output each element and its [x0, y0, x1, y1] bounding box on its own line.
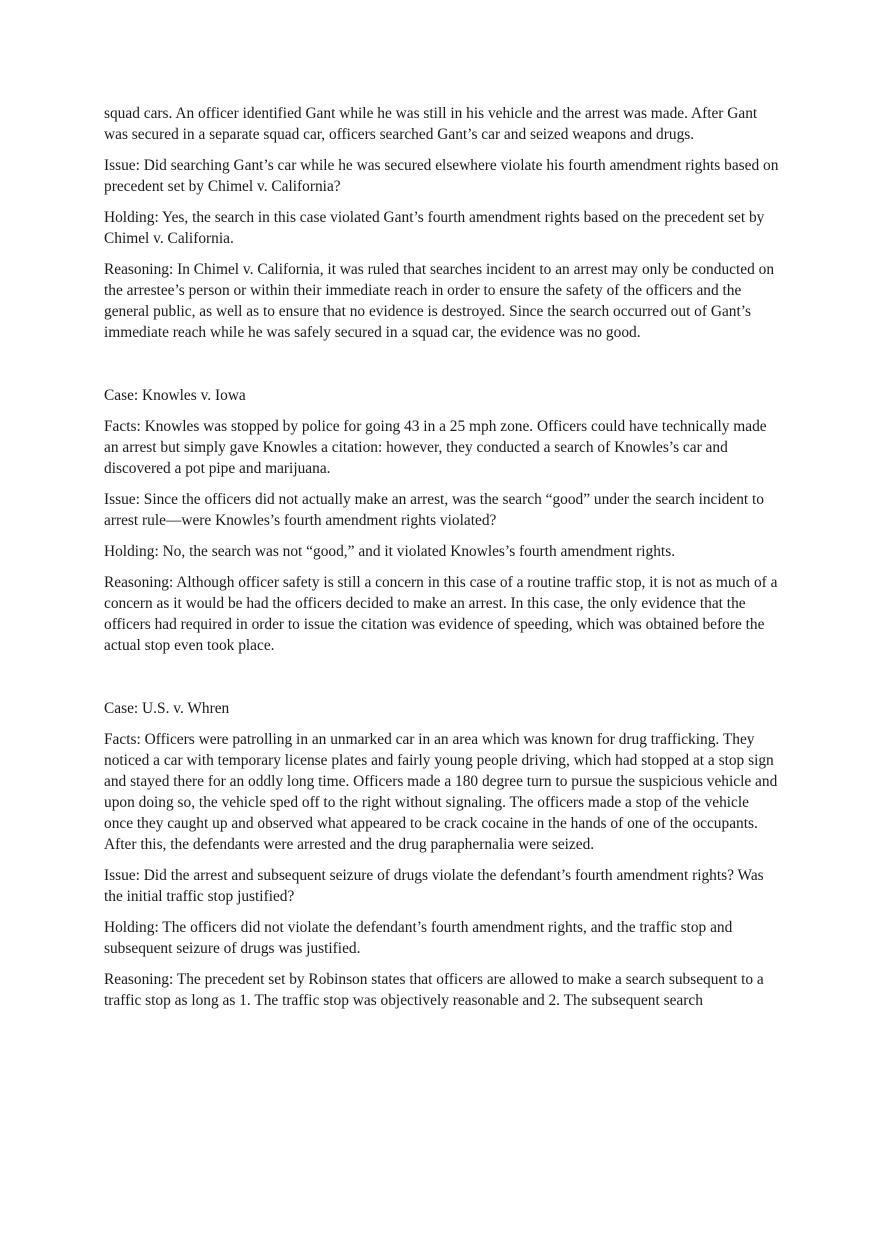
- whren-facts: Facts: Officers were patrolling in an unmarked car in an area which was known for drug trafficking. They noticed a car with temporary license plates and fairly young people driving, which had stopped at a stop sign and stayed there for an oddly long time. Officers made a 180 degree turn to pursue the suspicious vehicle and upon doing so, the vehicle sped off to the right without signaling. The officers made a stop of the vehicle once they caught up and observed what appeared to be crack cocaine in the hands of one of the occupants. After this, the defendants were arrested and the drug paraphernalia were seized.: [104, 731, 778, 853]
- knowles-case-title: Case: Knowles v. Iowa: [104, 387, 246, 404]
- knowles-holding: Holding: No, the search was not “good,” and it violated Knowles’s fourth amendment rights.: [104, 543, 676, 560]
- section-spacer: [104, 353, 780, 385]
- whren-issue: Issue: Did the arrest and subsequent seizure of drugs violate the defendant’s fourth amendment rights? Was the initial traffic stop justified?: [104, 867, 764, 905]
- whren-holding: Holding: The officers did not violate the defendant’s fourth amendment rights, and the traffic stop and subsequent seizure of drugs was justified.: [104, 919, 733, 957]
- gant-holding: Holding: Yes, the search in this case violated Gant’s fourth amendment rights based on the precedent set by Chimel v. California.: [104, 209, 765, 247]
- document-body: [104, 103, 780, 1021]
- gant-facts-continued: squad cars. An officer identified Gant while he was still in his vehicle and the arrest was made. After Gant was secured in a separate squad car, officers searched Gant’s car and seized weapons and drugs.: [104, 105, 758, 143]
- knowles-reasoning: Reasoning: Although officer safety is still a concern in this case of a routine traffic stop, it is not as much of a concern as it would be had the officers decided to make an arrest. In this case, the only evidence that the officers had required in order to issue the citation was evidence of speeding, which was obtained before the actual stop even took place.: [104, 574, 778, 654]
- knowles-issue: Issue: Since the officers did not actually make an arrest, was the search “good” under the search incident to arrest rule—were Knowles’s fourth amendment rights violated?: [104, 491, 764, 529]
- knowles-facts: Facts: Knowles was stopped by police for going 43 in a 25 mph zone. Officers could have technically made an arrest but simply gave Knowles a citation: however, they conducted a search of Knowles’s car and discovered a pot pipe and marijuana.: [104, 418, 767, 477]
- whren-case-title: Case: U.S. v. Whren: [104, 700, 230, 717]
- gant-issue: Issue: Did searching Gant’s car while he was secured elsewhere violate his fourth amendment rights based on precedent set by Chimel v. California?: [104, 157, 779, 195]
- gant-reasoning: Reasoning: In Chimel v. California, it was ruled that searches incident to an arrest may only be conducted on the arrestee’s person or within their immediate reach in order to ensure the safety of the officers and the general public, as well as to ensure that no evidence is destroyed. Since the search occurred out of Gant’s immediate reach while he was safely secured in a squad car, the evidence was no good.: [104, 261, 775, 341]
- section-spacer: [104, 666, 780, 698]
- whren-reasoning: Reasoning: The precedent set by Robinson states that officers are allowed to make a search subsequent to a traffic stop as long as 1. The traffic stop was objectively reasonable and 2. The subsequent search: [104, 971, 764, 1009]
